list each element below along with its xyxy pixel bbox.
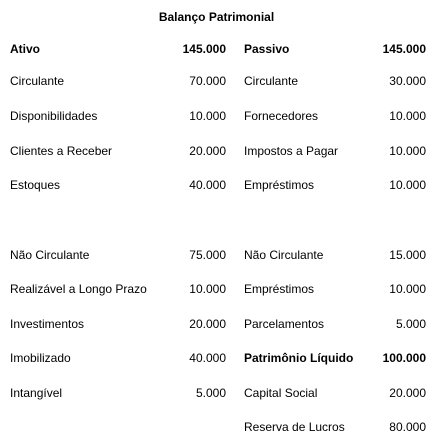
passivo-label-8: Parcelamentos: [244, 317, 325, 331]
passivo-value-7: 10.000: [389, 282, 426, 296]
ativo-value-9: 40.000: [189, 351, 226, 365]
ativo-value-7: 10.000: [189, 282, 226, 296]
ativo-label-9: Imobilizado: [10, 351, 71, 365]
passivo-value-9: 100.000: [382, 351, 426, 365]
ativo-value-1: 70.000: [189, 74, 226, 88]
ativo-value-2: 10.000: [189, 109, 226, 123]
ativo-value-8: 20.000: [189, 317, 226, 331]
passivo-label-3: Impostos a Pagar: [244, 144, 339, 158]
ativo-label-1: Circulante: [10, 74, 65, 88]
ativo-label-6: Não Circulante: [10, 248, 90, 262]
ativo-label-8: Investimentos: [10, 317, 85, 331]
ativo-label-2: Disponibilidades: [10, 109, 98, 123]
passivo-label-2: Fornecedores: [244, 109, 319, 123]
ativo-value-10: 5.000: [195, 386, 226, 400]
passivo-label-0: Passivo: [244, 42, 290, 56]
passivo-label-4: Empréstimos: [244, 178, 315, 192]
ativo-label-7: Realizável a Longo Prazo: [10, 282, 147, 296]
passivo-value-8: 5.000: [395, 317, 426, 331]
ativo-value-6: 75.000: [189, 248, 226, 262]
passivo-value-3: 10.000: [389, 144, 426, 158]
ativo-label-3: Clientes a Receber: [10, 144, 113, 158]
page-title: Balanço Patrimonial: [158, 10, 275, 24]
ativo-label-4: Estoques: [10, 178, 61, 192]
ativo-label-10: Intangível: [10, 386, 63, 400]
passivo-value-6: 15.000: [389, 248, 426, 262]
passivo-label-9: Patrimônio Líquido: [244, 351, 354, 365]
passivo-value-10: 20.000: [389, 386, 426, 400]
passivo-label-6: Não Circulante: [244, 248, 324, 262]
passivo-value-1: 30.000: [389, 74, 426, 88]
passivo-label-7: Empréstimos: [244, 282, 315, 296]
ativo-value-4: 40.000: [189, 178, 226, 192]
passivo-value-0: 145.000: [382, 42, 426, 56]
passivo-label-11: Reserva de Lucros: [244, 420, 345, 434]
passivo-value-2: 10.000: [389, 109, 426, 123]
ativo-label-0: Ativo: [10, 42, 40, 56]
passivo-value-11: 80.000: [389, 420, 426, 434]
passivo-label-1: Circulante: [244, 74, 299, 88]
ativo-value-0: 145.000: [182, 42, 226, 56]
passivo-label-10: Capital Social: [244, 386, 318, 400]
passivo-value-4: 10.000: [389, 178, 426, 192]
ativo-value-3: 20.000: [189, 144, 226, 158]
